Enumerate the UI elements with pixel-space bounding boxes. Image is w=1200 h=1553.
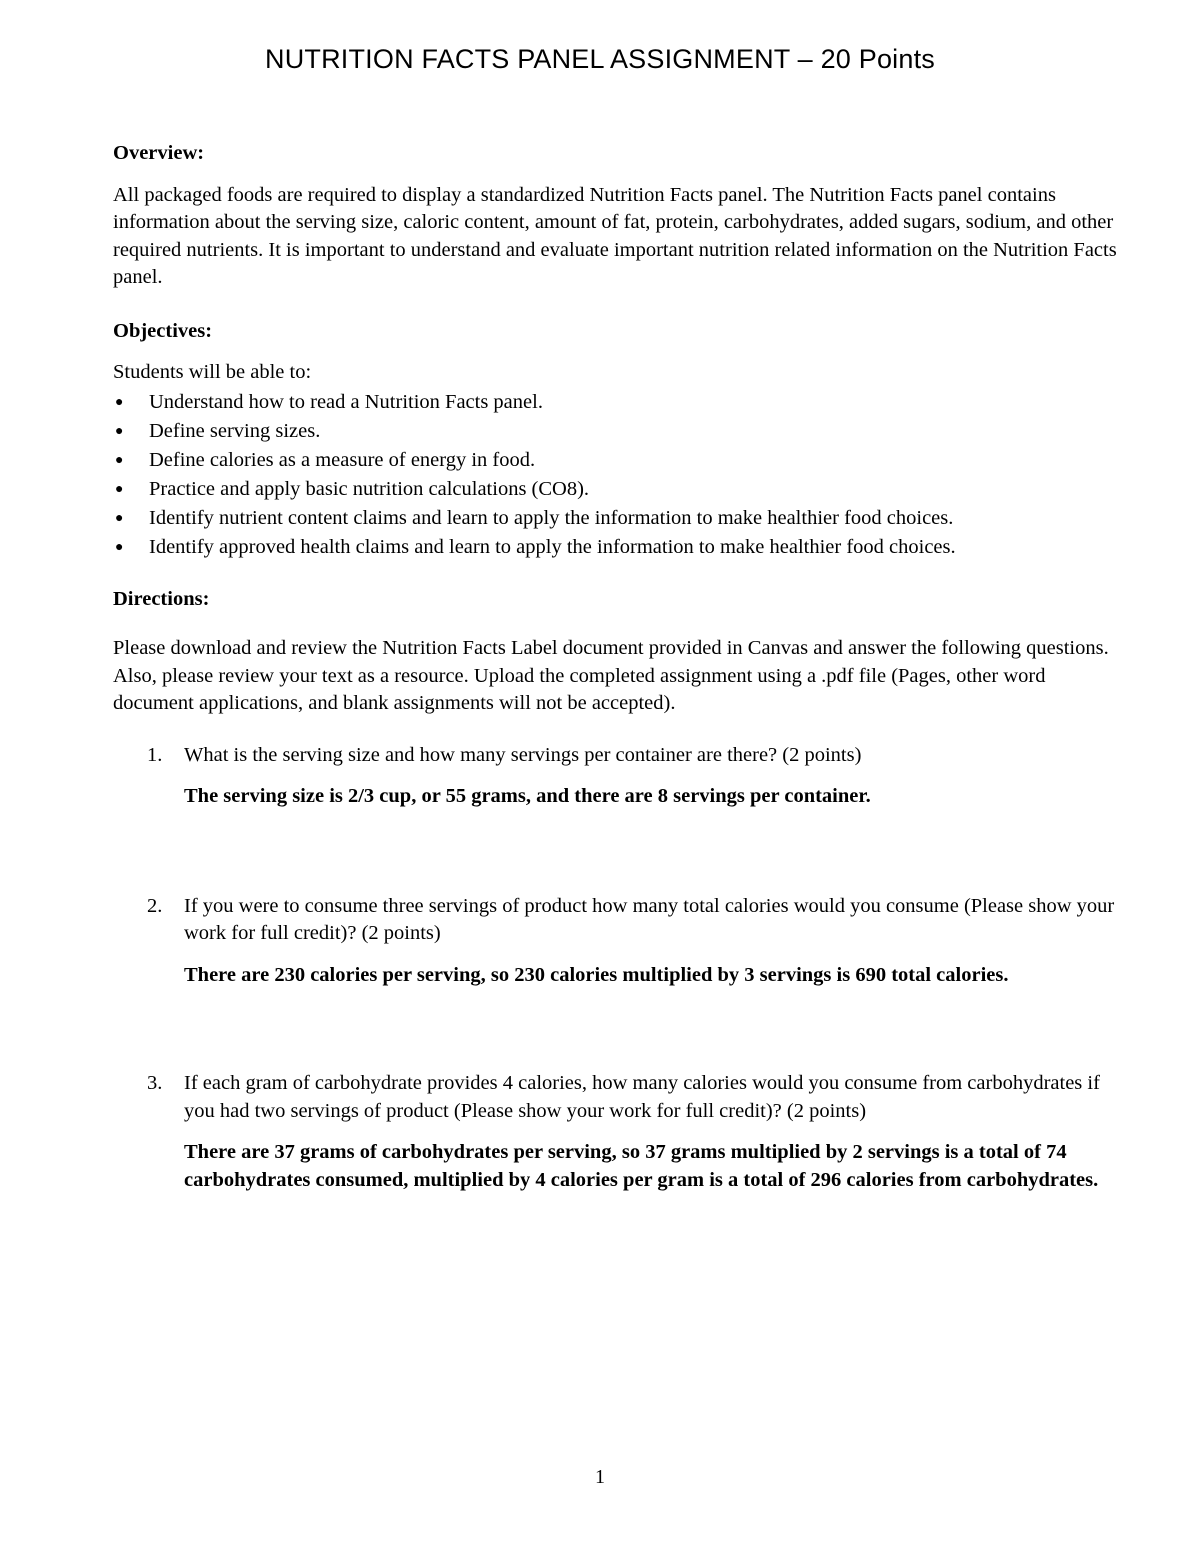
answer-text: There are 37 grams of carbohydrates per serving, so 37 grams multiplied by 2 servings is a total of 74 carbohydrates consumed, multiplied by 4 calories per gram is a total of 296 calories from carbohydrates.	[184, 1141, 1099, 1191]
overview-text: All packaged foods are required to display a standardized Nutrition Facts panel. The Nutrition Facts panel contains information about the serving size, caloric content, amount of fat, protein, carbohydrates, added sugars, sodium, and other required nutrients. It is important to understand and evaluate important nutrition related information on the Nutrition Facts panel.	[113, 183, 1117, 288]
objectives-list	[113, 388, 1123, 562]
list-item	[113, 388, 1123, 417]
document-body	[113, 140, 1123, 1194]
answer-text: The serving size is 2/3 cup, or 55 grams, and there are 8 servings per container.	[184, 785, 871, 807]
directions-heading: Directions:	[113, 587, 210, 610]
list-item	[113, 533, 1123, 562]
objective-text: Understand how to read a Nutrition Facts panel.	[149, 390, 543, 413]
objectives-intro: Students will be able to:	[113, 361, 312, 383]
bullet-icon: ●	[115, 394, 124, 410]
question-number: 2.	[147, 894, 163, 917]
question-text: What is the serving size and how many servings per container are there? (2 points)	[184, 743, 862, 766]
questions-list	[113, 742, 1123, 1195]
bullet-icon: ●	[115, 481, 124, 497]
list-item	[113, 504, 1123, 533]
objective-text: Define serving sizes.	[149, 419, 321, 442]
objective-text: Identify approved health claims and learn to apply the information to make healthier food choices.	[149, 535, 956, 558]
list-item	[113, 446, 1123, 475]
objective-text: Identify nutrient content claims and learn to apply the information to make healthier food choices.	[149, 506, 954, 529]
list-item	[113, 417, 1123, 446]
list-item	[113, 475, 1123, 504]
question-item-2	[113, 893, 1123, 990]
page-number: 1	[595, 1466, 605, 1488]
question-number: 1.	[147, 743, 163, 766]
bullet-icon: ●	[115, 510, 124, 526]
document-title: NUTRITION FACTS PANEL ASSIGNMENT – 20 Points	[265, 44, 935, 74]
question-text: If each gram of carbohydrate provides 4 calories, how many calories would you consume from carbohydrates if you had two servings of product (Please show your work for full credit)? (2 points)	[184, 1072, 1100, 1122]
bullet-icon: ●	[115, 539, 124, 555]
objectives-heading: Objectives:	[113, 319, 213, 342]
question-item-1	[113, 742, 1123, 811]
question-text: If you were to consume three servings of product how many total calories would you consume (Please show your work for full credit)? (2 points)	[184, 894, 1115, 944]
bullet-icon: ●	[115, 452, 124, 468]
objective-text: Define calories as a measure of energy in food.	[149, 448, 536, 471]
overview-heading: Overview:	[113, 142, 205, 164]
directions-text: Please download and review the Nutrition Facts Label document provided in Canvas and answer the following questions. Also, please review your text as a resource. Upload the completed assignment using a .pdf file (Pages, other word document applications, and blank assignments will not be accepted).	[113, 637, 1109, 714]
objective-text: Practice and apply basic nutrition calculations (CO8).	[149, 477, 590, 500]
question-item-3	[113, 1070, 1123, 1194]
answer-text: There are 230 calories per serving, so 230 calories multiplied by 3 servings is 690 total calories.	[184, 963, 1009, 986]
bullet-icon: ●	[115, 423, 124, 439]
question-number: 3.	[147, 1072, 163, 1094]
